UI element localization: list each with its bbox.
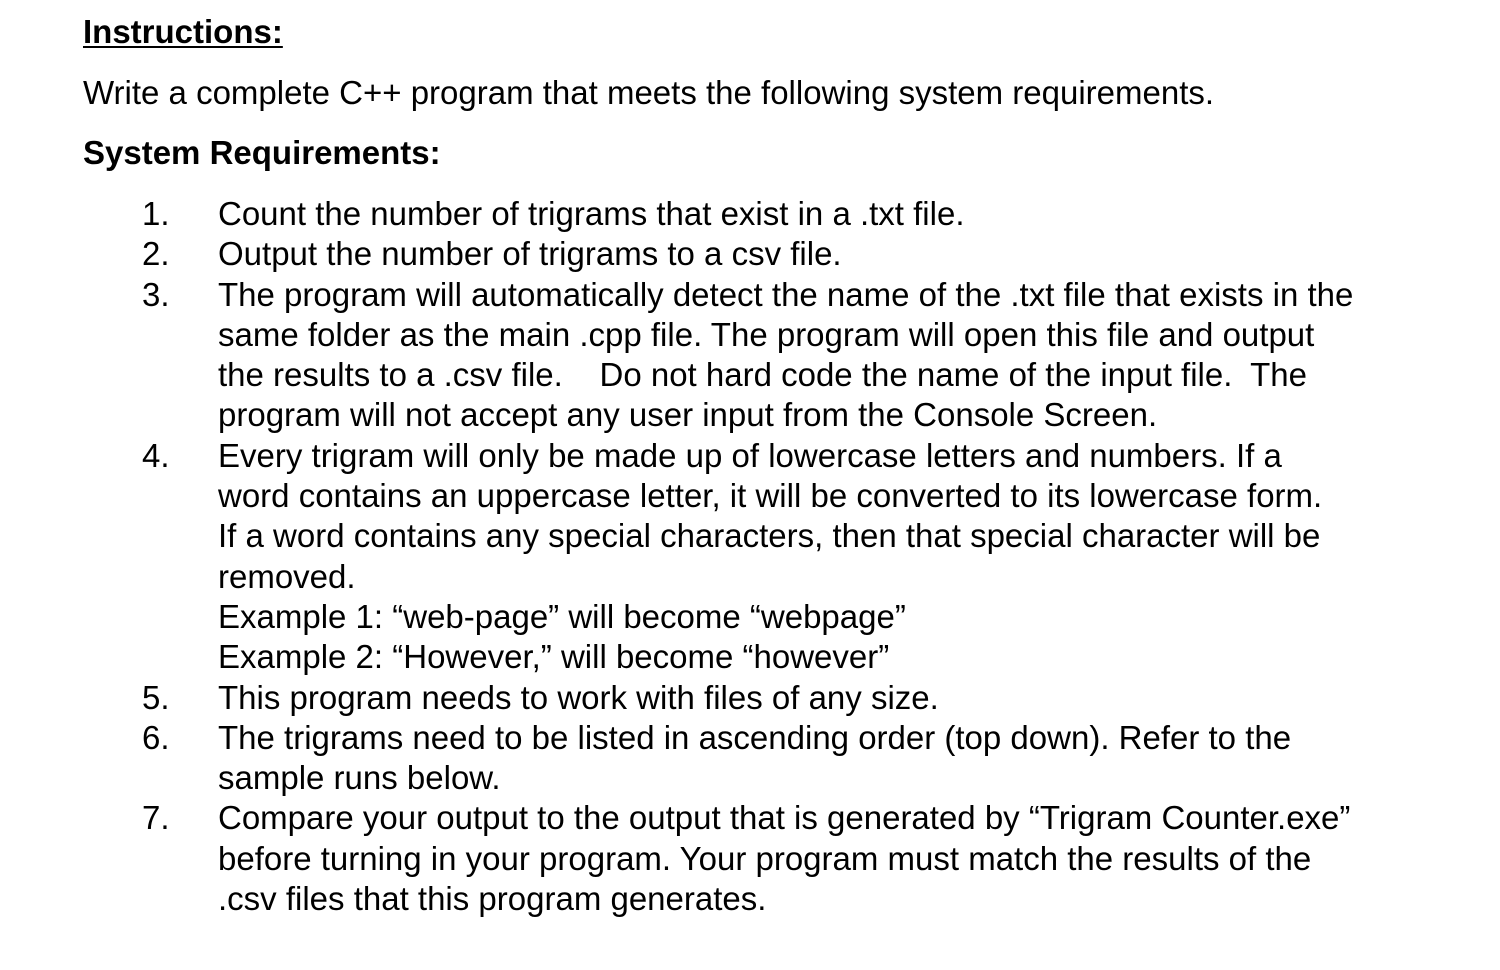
requirements-heading: System Requirements: (83, 134, 441, 171)
requirement-item (83, 798, 1483, 919)
requirement-number: 7. (142, 799, 170, 837)
requirement-line: the results to a .csv file. Do not hard code the name of the input file. The (218, 356, 1307, 394)
requirement-line: Compare your output to the output that is generated by “Trigram Counter.exe” (218, 799, 1351, 837)
requirement-item (83, 234, 1483, 274)
requirement-number: 3. (142, 275, 170, 313)
requirement-line: If a word contains any special characters, then that special character will be (218, 517, 1321, 555)
requirement-text (218, 798, 1483, 919)
requirement-line: This program needs to work with files of any size. (218, 678, 939, 716)
requirement-number: 2. (142, 235, 170, 273)
requirement-item (83, 718, 1483, 799)
requirement-item (83, 194, 1483, 234)
requirement-line: .csv files that this program generates. (218, 880, 767, 918)
intro-text: Write a complete C++ program that meets the following system requirements. (83, 74, 1215, 111)
document (83, 12, 1483, 919)
requirement-item (83, 275, 1483, 436)
requirement-line: before turning in your program. Your program must match the results of the (218, 839, 1312, 877)
requirement-number: 4. (142, 436, 170, 474)
requirement-item (83, 436, 1483, 678)
requirement-text (218, 718, 1483, 799)
requirement-text (218, 678, 1483, 718)
requirement-line: same folder as the main .cpp file. The program will open this file and output (218, 315, 1315, 353)
requirement-line: Output the number of trigrams to a csv file. (218, 235, 842, 273)
requirement-text (218, 234, 1483, 274)
requirements-list (83, 194, 1483, 919)
example-line: Example 1: “web-page” will become “webpage” (218, 597, 906, 635)
requirement-item (83, 678, 1483, 718)
requirement-number: 5. (142, 678, 170, 716)
requirement-number: 1. (142, 195, 170, 232)
requirement-line: removed. (218, 557, 356, 595)
requirement-text (218, 275, 1483, 436)
requirement-line: sample runs below. (218, 759, 501, 797)
requirement-text (218, 194, 1483, 234)
example-line: Example 2: “However,” will become “however” (218, 638, 890, 676)
requirement-line: word contains an uppercase letter, it will be converted to its lowercase form. (218, 477, 1323, 515)
instructions-heading: Instructions: (83, 13, 283, 50)
requirement-line: program will not accept any user input from the Console Screen. (218, 396, 1158, 434)
requirement-line: Every trigram will only be made up of lowercase letters and numbers. If a (218, 436, 1282, 474)
requirement-number: 6. (142, 718, 170, 756)
requirement-line: The program will automatically detect the name of the .txt file that exists in the (218, 275, 1354, 313)
requirement-line: The trigrams need to be listed in ascending order (top down). Refer to the (218, 718, 1292, 756)
requirement-text (218, 436, 1483, 678)
requirement-line: Count the number of trigrams that exist in a .txt file. (218, 195, 965, 232)
